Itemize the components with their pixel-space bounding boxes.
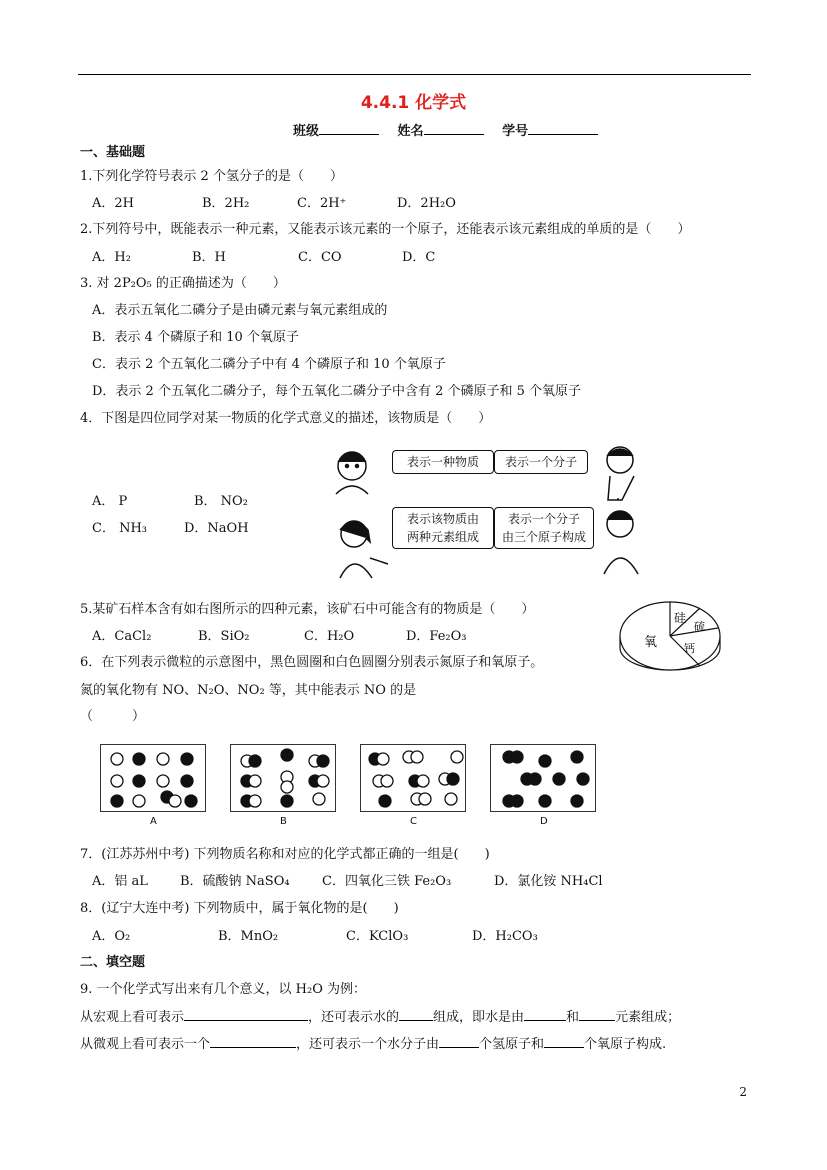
q5-options [92,629,467,645]
molecule-box-label: D [540,816,548,827]
nitrogen-atom-icon [281,795,293,807]
q8-stem: 8．(辽宁大连中考) 下列物质中，属于氧化物的是( ) [80,901,399,916]
q1-option-a[interactable]: A．2H [92,196,134,211]
q9-l1-text-d: 和 [566,1010,580,1025]
molecule-box-b[interactable] [230,744,336,812]
q6-stem-1: 6．在下列表示微粒的示意图中，黑色圆圈和白色圆圈分别表示氮原子和氧原子。 [80,655,544,670]
q3-option-d[interactable]: D．表示 2 个五氧化二磷分子，每个五氧化二磷分子中含有 2 个磷原子和 5 个氧原子 [92,384,582,399]
q1-options [92,196,456,212]
q9-l2-text-c: 个氢原子和 [479,1037,545,1052]
id-label: 学号 [502,124,529,139]
speech-bubble-4 [494,507,594,549]
q9-l1-text-e: 元素组成； [615,1010,681,1025]
q9-blank-5[interactable] [210,1035,296,1048]
bubble-4-line-2: 由三个原子构成 [501,530,586,544]
q5-option-a[interactable]: A．CaCl₂ [92,629,152,644]
section-fill: 二、填空题 [80,955,146,970]
q9-blank-6[interactable] [439,1035,479,1048]
student-1-icon [336,452,368,494]
molecule-box-canvas [101,745,205,811]
oxygen-atom-icon [111,775,123,787]
q9-l2-text-d: 个氧原子构成. [584,1037,667,1052]
pie-label-sulfur: 硫 [694,620,705,633]
nitrogen-atom-icon [111,795,123,807]
oxygen-atom-icon [411,751,423,763]
bubble-3-line-1: 表示该物质由 [406,512,479,526]
page-title: 4.4.1 化学式 [360,93,467,113]
q1-option-c[interactable]: C．2H⁺ [297,196,347,211]
id-blank[interactable] [528,121,598,135]
q9-l1-text-b: ，还可表示水的 [308,1010,400,1025]
q7-stem: 7．(江苏苏州中考) 下列物质名称和对应的化学式都正确的一组是( ) [80,847,490,862]
student-3-icon [340,521,388,578]
q4-options-row1 [92,494,248,510]
q4-option-c[interactable]: C． NH₃ [92,521,148,536]
pie-label-silicon: 硅 [674,611,687,625]
molecule-box-label: A [150,816,157,827]
molecule-box-d[interactable] [490,744,596,812]
section-basic: 一、基础题 [80,145,146,160]
q6-stem-3: （ ） [80,709,146,724]
q3-option-c[interactable]: C．表示 2 个五氧化二磷分子中有 4 个磷原子和 10 个氧原子 [92,357,446,372]
nitrogen-atom-icon [447,773,459,785]
oxygen-atom-icon [111,753,123,765]
oxygen-atom-icon [157,753,169,765]
q7-option-b[interactable]: B．硫酸钠 NaSO₄ [180,874,290,889]
molecule-box-canvas [491,745,595,811]
q1-option-d[interactable]: D．2H₂O [397,196,456,211]
nitrogen-atom-icon [281,749,293,761]
student-2-icon [607,447,634,500]
nitrogen-atom-icon [133,775,145,787]
nitrogen-atom-icon [181,753,193,765]
q8-option-c[interactable]: C．KClO₃ [346,929,409,944]
q2-stem: 2.下列符号中，既能表示一种元素，又能表示该元素的一个原子，还能表示该元素组成的单质的是（ ） [80,222,691,237]
q8-option-a[interactable]: A．O₂ [92,929,131,944]
nitrogen-atom-icon [379,795,391,807]
student-info [293,120,612,139]
nitrogen-atom-icon [249,755,261,767]
molecule-box-canvas [231,745,335,811]
nitrogen-atom-icon [511,795,523,807]
q9-blank-3[interactable] [524,1008,566,1021]
molecule-box-canvas [361,745,465,811]
header-rule [78,74,751,75]
oxygen-atom-icon [169,795,181,807]
q8-option-b[interactable]: B．MnO₂ [218,929,279,944]
q2-option-d[interactable]: D．C [402,250,436,265]
q4-option-a[interactable]: A． P [92,494,128,509]
nitrogen-atom-icon [133,753,145,765]
class-label: 班级 [293,124,320,139]
q9-l2-text-b: ，还可表示一个水分子由 [296,1037,440,1052]
pie-label-oxygen: 氧 [644,635,658,650]
q9-line-2 [80,1035,666,1053]
q5-stem: 5.某矿石样本含有如右图所示的四种元素，该矿石中可能含有的物质是（ ） [80,602,535,617]
page-number: 2 [739,1085,747,1099]
q9-blank-7[interactable] [544,1035,584,1048]
q2-option-a[interactable]: A．H₂ [92,250,131,265]
q4-options-row2 [92,521,249,537]
nitrogen-atom-icon [553,773,565,785]
q3-stem: 3. 对 2P₂O₅ 的正确描述为（ ） [80,276,286,291]
q4-option-d[interactable]: D．NaOH [184,521,249,536]
nitrogen-atom-icon [185,795,197,807]
oxygen-atom-icon [381,775,393,787]
q1-stem: 1.下列化学符号表示 2 个氢分子的是（ ） [80,169,343,184]
q3-option-a[interactable]: A．表示五氧化二磷分子是由磷元素与氧元素组成的 [92,303,388,318]
oxygen-atom-icon [249,795,261,807]
oxygen-atom-icon [419,793,431,805]
q6-stem-2: 氮的氧化物有 NO、N₂O、NO₂ 等，其中能表示 NO 的是 [80,683,417,698]
oxygen-atom-icon [313,793,325,805]
oxygen-atom-icon [157,775,169,787]
q9-blank-4[interactable] [579,1008,615,1021]
molecule-box-a[interactable] [100,744,206,812]
speech-bubble-1: 表示一种物质 [392,450,494,474]
oxygen-atom-icon [445,793,457,805]
name-label: 姓名 [397,124,424,139]
q4-stem: 4．下图是四位同学对某一物质的化学式意义的描述，该物质是（ ） [80,411,492,426]
molecule-box-label: B [280,816,287,827]
speech-bubble-2: 表示一个分子 [494,450,588,474]
speech-bubble-3 [392,507,494,549]
q1-option-b[interactable]: B．2H₂ [202,196,250,211]
nitrogen-atom-icon [577,773,589,785]
q2-option-b[interactable]: B．H [192,250,226,265]
nitrogen-atom-icon [571,751,583,763]
q3-option-b[interactable]: B．表示 4 个磷原子和 10 个氧原子 [92,330,299,345]
q5-option-c[interactable]: C．H₂O [304,629,355,644]
q9-stem: 9. 一个化学式写出来有几个意义，以 H₂O 为例： [80,982,367,997]
oxygen-atom-icon [417,775,429,787]
q8-option-d[interactable]: D．H₂CO₃ [472,929,538,944]
q7-option-a[interactable]: A．铝 aL [92,874,148,889]
oxygen-atom-icon [451,751,463,763]
nitrogen-atom-icon [317,755,329,767]
q4-option-b[interactable]: B． NO₂ [194,494,248,509]
q9-l2-text-a: 从微观上看可表示一个 [80,1037,211,1052]
q2-option-c[interactable]: C．CO [298,250,342,265]
class-blank[interactable] [319,121,379,135]
bubble-4-line-1: 表示一个分子 [507,512,580,526]
nitrogen-atom-icon [529,773,541,785]
q9-l1-text-c: 组成，即水是由 [433,1010,525,1025]
q9-l1-text-a: 从宏观上看可表示 [80,1010,185,1025]
pie-label-calcium: 钙 [684,642,695,655]
q7-options [92,874,603,890]
q8-options [92,929,538,945]
oxygen-atom-icon [133,795,145,807]
nitrogen-atom-icon [539,795,551,807]
q5-option-b[interactable]: B．SiO₂ [198,629,250,644]
oxygen-atom-icon [281,781,293,793]
name-blank[interactable] [424,121,484,135]
q9-line-1 [80,1008,680,1026]
q9-blank-1[interactable] [184,1008,308,1021]
q5-option-d[interactable]: D．Fe₂O₃ [406,629,467,644]
q7-option-c[interactable]: C．四氧化三铁 Fe₂O₃ [322,874,452,889]
bubble-3-line-2: 两种元素组成 [406,530,479,544]
nitrogen-atom-icon [511,751,523,763]
molecule-box-label: C [410,816,417,827]
molecule-box-c[interactable] [360,744,466,812]
student-4-icon [604,511,638,574]
oxygen-atom-icon [377,753,389,765]
nitrogen-atom-icon [539,755,551,767]
q9-blank-2[interactable] [399,1008,433,1021]
nitrogen-atom-icon [181,775,193,787]
q7-option-d[interactable]: D．氯化铵 NH₄Cl [494,874,603,889]
oxygen-atom-icon [317,775,329,787]
q5-element-pie-chart [618,596,722,676]
nitrogen-atom-icon [571,795,583,807]
q2-options [92,250,435,266]
oxygen-atom-icon [249,775,261,787]
